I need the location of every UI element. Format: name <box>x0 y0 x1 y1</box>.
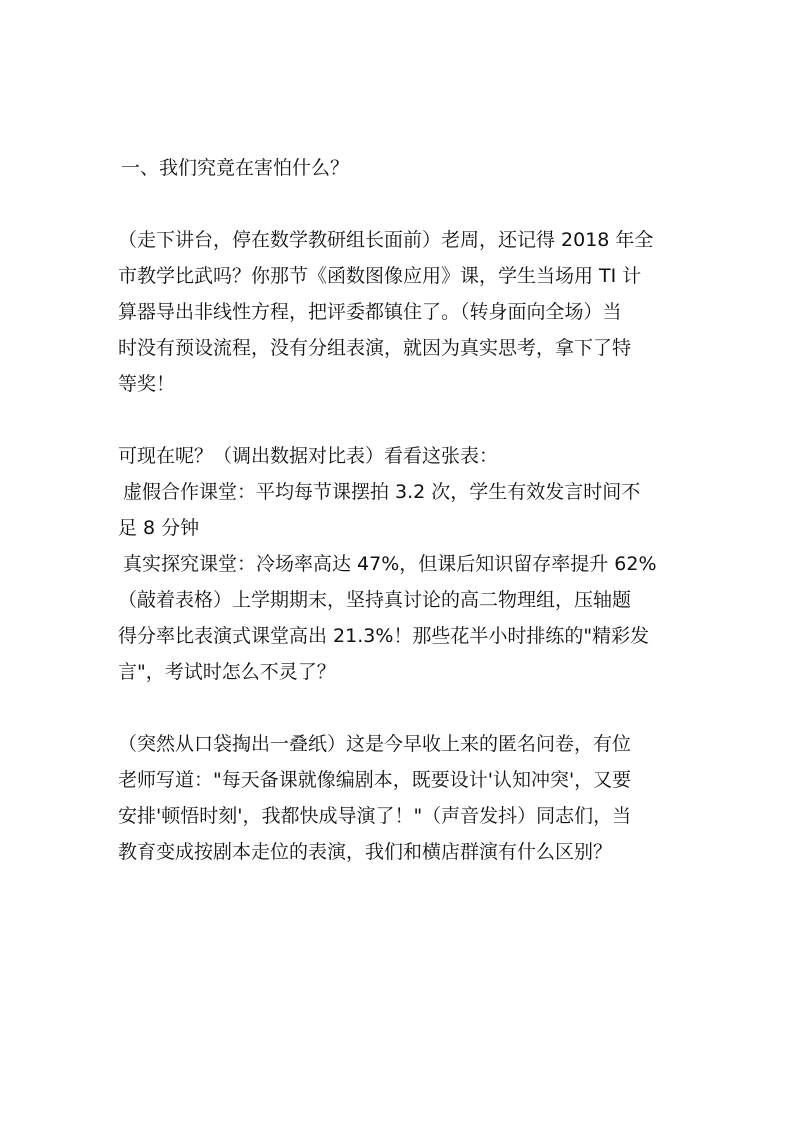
text-line: 言"，考试时怎么不灵了？ <box>118 661 336 683</box>
spacer <box>118 690 683 726</box>
spacer <box>118 186 683 222</box>
text-line: 安排'顿悟时刻'，我都快成导演了！"（声音发抖）同志们，当 <box>118 805 632 827</box>
text-line: 时没有预设流程，没有分组表演，就因为真实思考，拿下了特 <box>118 337 632 359</box>
text-line: 市教学比武吗？你那节《函数图像应用》课，学生当场用 TI 计 <box>118 265 642 287</box>
document-page <box>118 150 683 870</box>
text-line: （敲着表格）上学期期末，坚持真讨论的高二物理组，压轴题 <box>118 589 632 611</box>
text-line: 等奖！ <box>118 373 176 395</box>
list-item-fake-cooperation: 虚假合作课堂：平均每节课摆拍 3.2 次，学生有效发言时间不 <box>123 481 641 503</box>
paragraph-data-comparison <box>118 438 683 690</box>
text-line: 足 8 分钟 <box>118 517 200 539</box>
paragraph-teaching-competition <box>118 222 683 402</box>
spacer <box>118 402 683 438</box>
text-line: （突然从口袋掏出一叠纸）这是今早收上来的匿名问卷，有位 <box>118 733 632 755</box>
text-line: 算器导出非线性方程，把评委都镇住了。（转身面向全场）当 <box>118 301 622 323</box>
text-line: 老师写道："每天备课就像编剧本，既要设计'认知冲突'，又要 <box>118 769 632 791</box>
section-heading: 一、我们究竟在害怕什么？ <box>121 157 350 179</box>
list-item-real-inquiry: 真实探究课堂：冷场率高达 47%，但课后知识留存率提升 62% <box>123 553 657 575</box>
text-line: 得分率比表演式课堂高出 21.3%！那些花半小时排练的"精彩发 <box>118 625 650 647</box>
paragraph-survey-quote <box>118 726 683 870</box>
text-line: （走下讲台，停在数学教研组长面前）老周，还记得 2018 年全 <box>118 229 654 251</box>
text-line: 可现在呢？（调出数据对比表）看看这张表： <box>118 445 499 467</box>
text-line: 教育变成按剧本走位的表演，我们和横店群演有什么区别？ <box>118 841 613 863</box>
